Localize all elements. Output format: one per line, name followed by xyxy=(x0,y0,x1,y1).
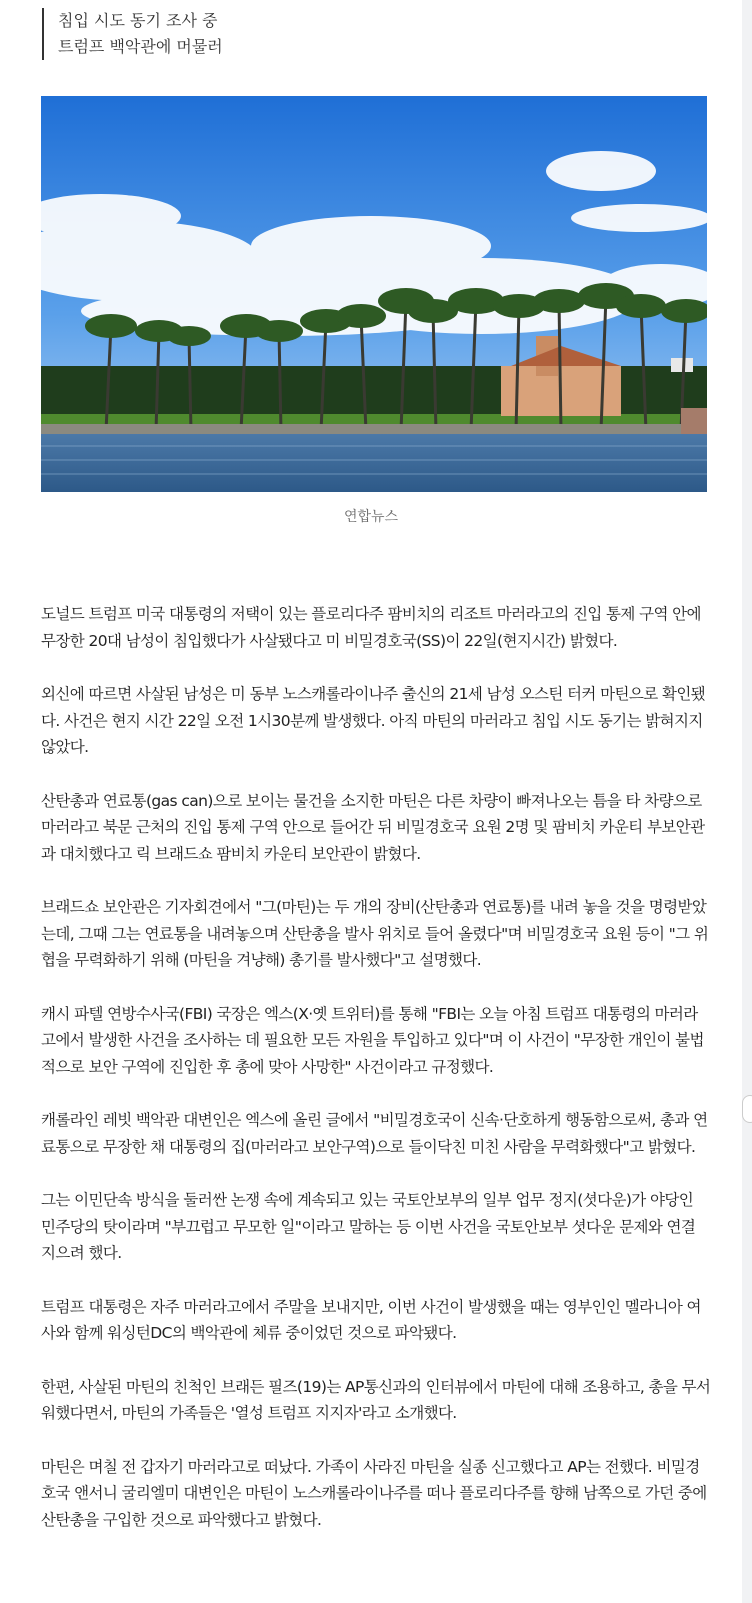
article-paragraph: 트럼프 대통령은 자주 마러라고에서 주말을 보내지만, 이번 사건이 발생했을 때는 영부인인 멜라니아 여사와 함께 워싱턴DC의 백악관에 체류 중이었던 것으로 파악됐다. xyxy=(41,1297,701,1342)
article-paragraph: 마틴은 며칠 전 갑자기 마러라고로 떠났다. 가족이 사라진 마틴을 실종 신고했다고 AP는 전했다. 비밀경호국 앤서니 굴리엘미 대변인은 마틴이 노스캐롤라이나주를 떠나 플로리다주를 향해 남쪽으로 가던 중에 산탄총을 구입한 것으로 파악했다고 밝혔다. xyxy=(41,1457,707,1529)
side-scroll-handle[interactable] xyxy=(742,1095,752,1123)
article-paragraph: 외신에 따르면 사살된 남성은 미 동부 노스캐롤라이나주 출신의 21세 남성 오스틴 터커 마틴으로 확인됐다. 사건은 현지 시간 22일 오전 1시30분께 발생했다. 아직 마틴의 마러라고 침입 시도 동기는 밝혀지지 않았다. xyxy=(41,685,706,756)
article-paragraph: 산탄총과 연료통(gas can)으로 보이는 물건을 소지한 마틴은 다른 차량이 빠져나오는 틈을 타 차량으로 마러라고 북문 근처의 진입 통제 구역 안으로 들어간 뒤 비밀경호국 요원 2명 및 팜비치 카운티 부보안관과 대치했다고 릭 브래드쇼 팜비치 카운티 보안관이 밝혔다. xyxy=(41,791,705,863)
photo-caption: 연합뉴스 xyxy=(343,509,399,525)
article-photo xyxy=(41,96,707,492)
subhead-line-2: 트럼프 백악관에 머물러 xyxy=(58,37,223,56)
article-body xyxy=(41,601,711,1560)
article-paragraph: 브래드쇼 보안관은 기자회견에서 "그(마틴)는 두 개의 장비(산탄총과 연료통)를 내려 놓을 것을 명령받았는데, 그때 그는 연료통을 내려놓으며 산탄총을 발사 위치로 들어 올렸다"며 비밀경호국 요원 등이 "그 위협을 무력화하기 위해 (마틴을 겨냥해) 총기를 발사했다"고 설명했다. xyxy=(41,898,709,969)
article-paragraph: 한편, 사살된 마틴의 친척인 브래든 필즈(19)는 AP통신과의 인터뷰에서 마틴에 대해 조용하고, 총을 무서워했다면서, 마틴의 가족들은 '열성 트럼프 지지자'라고 소개했다. xyxy=(41,1377,711,1422)
article-paragraph: 도널드 트럼프 미국 대통령의 저택이 있는 플로리다주 팜비치의 리조트 마러라고의 진입 통제 구역 안에 무장한 20대 남성이 침입했다가 사살됐다고 미 비밀경호국(SS)이 22일(현지시간) 밝혔다. xyxy=(41,605,701,650)
article-subheadline xyxy=(42,8,223,60)
article-paragraph: 캐롤라인 레빗 백악관 대변인은 엑스에 올린 글에서 "비밀경호국이 신속·단호하게 행동함으로써, 총과 연료통으로 무장한 채 대통령의 집(마러라고 보안구역)으로 들이닥친 미친 사람을 무력화했다"고 밝혔다. xyxy=(41,1111,708,1156)
article-paragraph: 캐시 파텔 연방수사국(FBI) 국장은 엑스(X·옛 트위터)를 통해 "FBI는 오늘 아침 트럼프 대통령의 마러라고에서 발생한 사건을 조사하는 데 필요한 모든 자원을 투입하고 있다"며 이 사건이 "무장한 개인이 불법적으로 보안 구역에 진입한 후 총에 맞아 사망한" 사건이라고 규정했다. xyxy=(41,1004,704,1076)
article-paragraph: 그는 이민단속 방식을 둘러싼 논쟁 속에 계속되고 있는 국토안보부의 일부 업무 정지(셧다운)가 야당인 민주당의 탓이라며 "부끄럽고 무모한 일"이라고 말하는 등 이번 사건을 국토안보부 셧다운 문제와 연결 지으려 했다. xyxy=(41,1191,696,1262)
subhead-line-1: 침입 시도 동기 조사 중 xyxy=(58,11,218,30)
